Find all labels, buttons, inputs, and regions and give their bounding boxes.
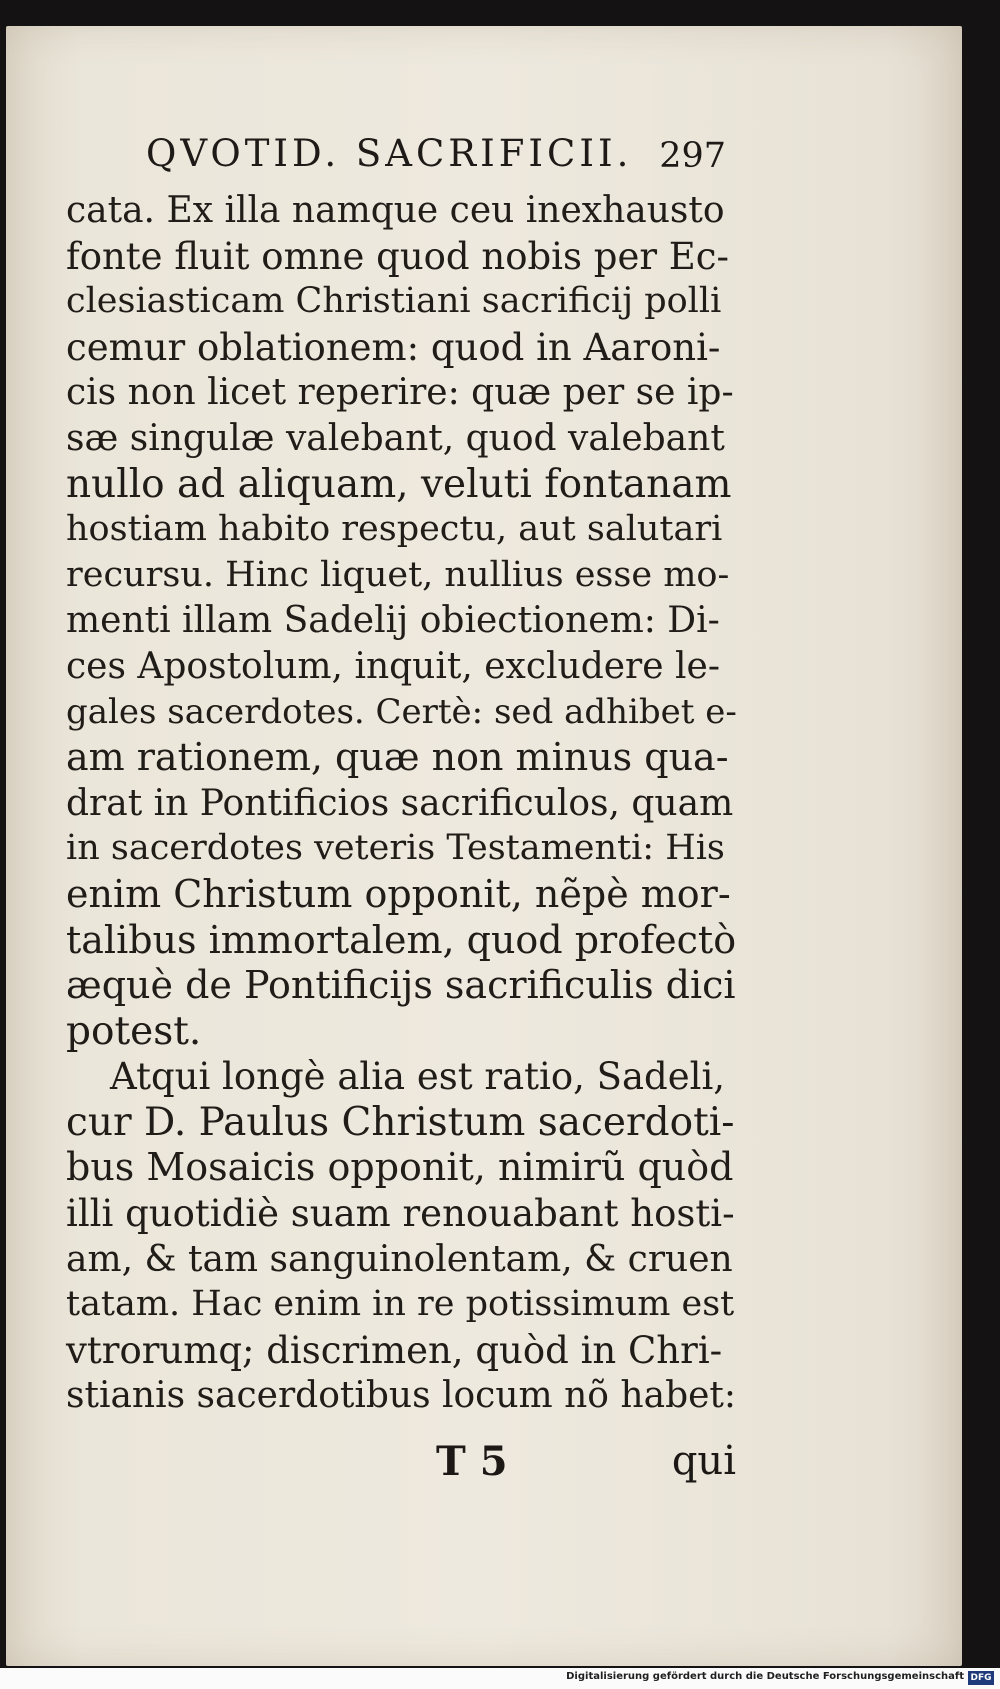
text-line: gales sacerdotes. Certè: sed adhibet e-	[66, 691, 737, 732]
text-line: sæ singulæ valebant, quod valebant	[66, 417, 725, 459]
text-line: enim Christum opponit, nẽpè mor-	[66, 871, 731, 916]
text-line: vtrorumq; discrimen, quòd in Chri-	[66, 1328, 723, 1372]
dfg-logo-icon: DFG	[968, 1671, 994, 1685]
running-title: QVOTID. SACRIFICII.	[146, 132, 633, 175]
text-line: illi quotidiè suam renouabant hosti-	[66, 1192, 735, 1236]
footer-credit: Digitalisierung gefördert durch die Deutsche Forschungsgemeinschaft	[566, 1671, 964, 1682]
text-line: stianis sacerdotibus locum nõ habet:	[66, 1375, 737, 1417]
text-line: nullo ad aliquam, veluti fontanam	[66, 461, 732, 507]
text-line: drat in Pontificios sacrificulos, quam	[66, 782, 734, 824]
text-line: menti illam Sadelij obiectionem: Di-	[66, 600, 720, 642]
text-line: in sacerdotes veteris Testamenti: His	[66, 828, 725, 869]
text-line: recursu. Hinc liquet, nullius esse mo-	[66, 554, 730, 595]
paragraph-start-line: Atqui longè alia est ratio, Sadeli,	[110, 1055, 726, 1099]
catchword: qui	[671, 1438, 736, 1484]
page-header	[146, 114, 726, 184]
page-number: 297	[659, 136, 726, 176]
text-line: potest.	[66, 1008, 202, 1054]
text-line: æquè de Pontificijs sacrificulis dici	[66, 963, 736, 1008]
text-line: cemur oblationem: quod in Aaroni-	[66, 325, 721, 369]
text-line: talibus immortalem, quod profectò	[66, 917, 737, 962]
signature-mark: T 5	[436, 1438, 508, 1485]
text-line: bus Mosaicis opponit, nimirũ quòd	[66, 1145, 734, 1190]
text-line: ces Apostolum, inquit, excludere le-	[66, 645, 720, 687]
text-line: cata. Ex illa namque ceu inexhausto	[66, 190, 725, 231]
text-line: clesiasticam Christiani sacrificij polli	[66, 281, 722, 322]
text-line: fonte fluit omne quod nobis per Ec-	[66, 234, 730, 278]
text-line: cis non licet reperire: quæ per se ip-	[66, 372, 734, 414]
signature-row	[66, 1438, 736, 1488]
text-line: tatam. Hac enim in re potissimum est	[66, 1284, 735, 1325]
book-page	[6, 26, 962, 1666]
digitization-footer	[0, 1668, 1000, 1689]
text-line: hostiam habito respectu, aut salutari	[66, 509, 723, 550]
text-line: cur D. Paulus Christum sacerdoti-	[66, 1099, 735, 1145]
text-line: am, & tam sanguinolentam, & cruen	[66, 1238, 733, 1280]
body-text	[66, 188, 736, 1419]
text-line: am rationem, quæ non minus qua-	[66, 735, 729, 780]
